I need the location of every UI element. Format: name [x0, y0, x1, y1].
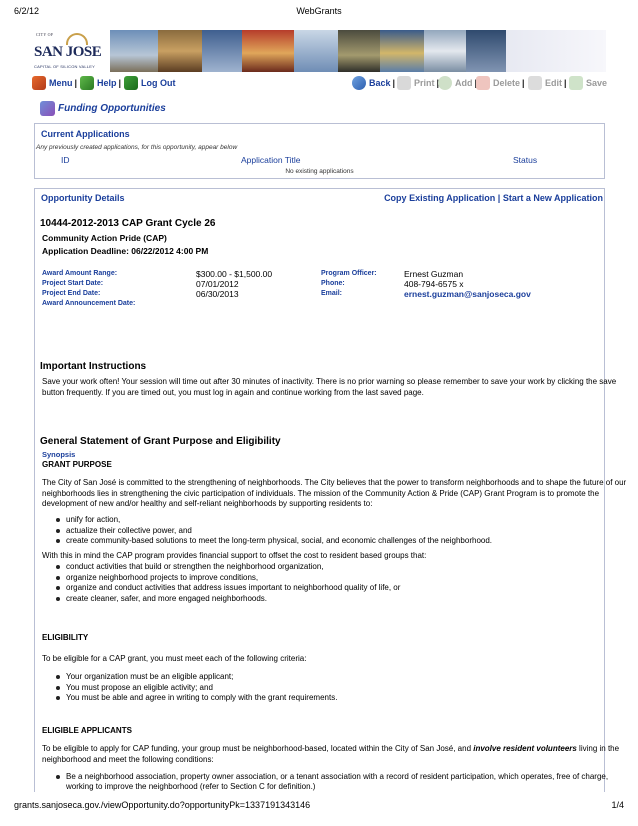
delete-label: Delete — [493, 78, 521, 88]
support-intro — [42, 551, 596, 562]
logout-link[interactable] — [124, 76, 176, 90]
paragraph-line: With this in mind the CAP program provides financial support to offset the cost to resident based groups that: — [42, 551, 427, 560]
banner-photo-building — [158, 30, 202, 72]
funding-notepad-icon — [40, 101, 55, 116]
help-label: Help — [97, 78, 117, 88]
eligible-applicants-heading: ELIGIBLE APPLICANTS — [42, 726, 132, 735]
add-plus-icon — [438, 76, 452, 90]
back-arrow-icon — [352, 76, 366, 90]
opportunity-details-title: Opportunity Details — [41, 193, 125, 203]
eligibility-intro — [42, 654, 596, 665]
paragraph-line: development of new and/or healthy and self-reliant neighborhoods by supporting residents to: — [42, 499, 373, 508]
synopsis-label: Synopsis — [42, 450, 76, 459]
save-disk-icon — [569, 76, 583, 90]
purpose-bullet-list — [56, 515, 492, 547]
toolbar-separator: | — [74, 78, 78, 88]
text-run: To be eligible to apply for CAP funding, your group must be neighborhood-based, located within the City of San José, and — [42, 744, 474, 753]
email-link[interactable]: ernest.guzman@sanjoseca.gov — [404, 289, 531, 299]
list-item: Be a neighborhood association, property owner association, or a tenant association with a record of resident participation, which operates, free of charge, — [56, 772, 608, 783]
print-url: grants.sanjoseca.gov./viewOpportunity.do?opportunityPk=1337191343146 — [14, 800, 311, 810]
help-link[interactable] — [80, 76, 121, 90]
printer-icon — [397, 76, 411, 90]
copy-existing-application-link[interactable]: Copy Existing Application — [384, 193, 496, 203]
list-item-continuation: working to improve the neighborhood (refer to Section C for definition.) — [66, 782, 316, 791]
page-title — [40, 100, 600, 116]
add-button[interactable] — [438, 76, 477, 90]
banner-fade — [506, 30, 606, 72]
phone-value: 408-794-6575 x — [404, 279, 464, 289]
toolbar-separator: | — [392, 78, 396, 88]
print-title: WebGrants — [296, 6, 342, 16]
print-button[interactable] — [397, 76, 439, 90]
print-footer — [0, 800, 638, 814]
list-item: organize neighborhood projects to improve conditions, — [56, 573, 400, 584]
eligible-applicants-text — [42, 744, 620, 765]
support-bullet-list — [56, 562, 400, 604]
edit-button[interactable] — [528, 76, 567, 90]
toolbar — [32, 74, 606, 92]
instructions-text — [42, 377, 617, 398]
menu-label: Menu — [49, 78, 73, 88]
phone-label: Phone: — [321, 280, 345, 287]
general-statement-heading: General Statement of Grant Purpose and Eligibility — [40, 436, 281, 447]
print-page-number: 1/4 — [611, 800, 624, 810]
current-applications-panel — [34, 123, 605, 179]
list-item: actualize their collective power, and — [56, 526, 492, 537]
program-name: Community Action Pride (CAP) — [42, 233, 167, 243]
paragraph-line: neighborhoods lies in strengthening the civic participation of individuals. The mission of the Community Action & Pride (CAP) Grant Program is to promote the — [42, 488, 600, 498]
toolbar-separator: | — [522, 78, 525, 88]
list-item: Your organization must be an eligible applicant; — [56, 672, 337, 683]
menu-link[interactable] — [32, 76, 77, 90]
instructions-line: button frequently. If you are timed out, you must log in again and continue working from the last saved page. — [42, 387, 424, 397]
text-run: living in the — [576, 744, 620, 753]
opportunity-name: 10444-2012-2013 CAP Grant Cycle 26 — [40, 218, 216, 229]
toolbar-separator: | — [564, 78, 567, 88]
list-item: You must propose an eligible activity; and — [56, 683, 337, 694]
application-deadline: Application Deadline: 06/22/2012 4:00 PM — [42, 246, 209, 256]
logout-door-icon — [124, 76, 138, 90]
toolbar-separator: | — [118, 78, 122, 88]
city-logo[interactable] — [32, 30, 108, 72]
banner-photo-strip — [110, 30, 506, 72]
current-applications-title: Current Applications — [41, 129, 130, 139]
list-item: create community-based solutions to meet the long-term physical, social, and economic challenges of the neighborhood. — [56, 536, 492, 547]
award-amount-label: Award Amount Range: — [42, 270, 118, 277]
eligibility-bullet-list — [56, 672, 337, 704]
edit-pencil-icon — [528, 76, 542, 90]
site-banner — [32, 30, 606, 72]
action-separator: | — [497, 193, 501, 203]
paragraph-line — [42, 744, 620, 755]
project-start-label: Project Start Date: — [42, 280, 104, 287]
current-applications-subtitle: Any previously created applications, for this opportunity, appear below — [36, 144, 238, 151]
application-actions — [384, 193, 603, 203]
print-header — [0, 6, 638, 20]
column-header-status[interactable]: Status — [513, 155, 538, 165]
banner-photo-event — [380, 30, 424, 72]
emphasis-text: involve resident volunteers — [473, 744, 577, 753]
no-applications-message: No existing applications — [285, 168, 354, 175]
award-amount-value: $300.00 - $1,500.00 — [196, 269, 273, 279]
logo-tagline: CAPITAL OF SILICON VALLEY — [34, 64, 95, 69]
list-item: conduct activities that build or strengthen the neighborhood organization, — [56, 562, 400, 573]
home-icon — [32, 76, 46, 90]
edit-label: Edit — [545, 78, 562, 88]
list-item: You must be able and agree in writing to comply with the grant requirements. — [56, 693, 337, 704]
column-header-id[interactable]: ID — [61, 155, 70, 165]
start-new-application-link[interactable]: Start a New Application — [502, 193, 603, 203]
paragraph-line: neighborhood and meet the following conditions: — [42, 754, 214, 764]
program-officer-value: Ernest Guzman — [404, 269, 464, 279]
award-announcement-label: Award Announcement Date: — [42, 300, 136, 307]
applicants-bullet-list — [56, 772, 608, 783]
print-label: Print — [414, 78, 435, 88]
logo-city-of: CITY OF — [36, 32, 54, 37]
delete-x-icon — [476, 76, 490, 90]
back-button[interactable] — [352, 76, 395, 90]
program-officer-label: Program Officer: — [321, 270, 377, 277]
logo-name: SAN JOSE — [34, 44, 102, 60]
banner-photo-tower — [202, 30, 242, 72]
paragraph-line: The City of San José is committed to the strengthening of neighborhoods. The City believes that the power to transform neighborhoods and to shape the future of our — [42, 478, 627, 487]
banner-photo-people — [338, 30, 380, 72]
save-button[interactable] — [569, 76, 607, 90]
print-date: 6/2/12 — [14, 6, 40, 16]
logout-label: Log Out — [141, 78, 176, 88]
save-label: Save — [586, 78, 608, 88]
list-item: create cleaner, safer, and more engaged neighborhoods. — [56, 594, 400, 605]
banner-photo-downtown — [424, 30, 466, 72]
banner-photo-dancer — [242, 30, 294, 72]
instructions-line: Save your work often! Your session will time out after 30 minutes of inactivity. There is no prior warning so please remember to save your work by clicking the save — [42, 377, 617, 386]
page-title-label: Funding Opportunities — [58, 102, 166, 114]
banner-photo-night — [466, 30, 506, 72]
paragraph-line: To be eligible for a CAP grant, you must meet each of the following criteria: — [42, 654, 307, 663]
banner-photo-skyline — [110, 30, 158, 72]
eligibility-heading: ELIGIBILITY — [42, 633, 89, 642]
project-end-value: 06/30/2013 — [196, 289, 239, 299]
grant-purpose-heading: GRANT PURPOSE — [42, 460, 112, 469]
column-header-application-title[interactable]: Application Title — [241, 155, 301, 165]
project-start-value: 07/01/2012 — [196, 279, 239, 289]
back-label: Back — [369, 78, 391, 88]
grant-purpose-text — [42, 478, 627, 510]
project-end-label: Project End Date: — [42, 290, 101, 297]
instructions-heading: Important Instructions — [40, 361, 147, 372]
email-label: Email: — [321, 290, 343, 297]
help-person-icon — [80, 76, 94, 90]
delete-button[interactable] — [476, 76, 525, 90]
add-label: Add — [455, 78, 473, 88]
list-item: organize and conduct activities that address issues important to neighborhood quality of life, or — [56, 583, 400, 594]
banner-photo-plane — [294, 30, 338, 72]
list-item: unify for action, — [56, 515, 492, 526]
